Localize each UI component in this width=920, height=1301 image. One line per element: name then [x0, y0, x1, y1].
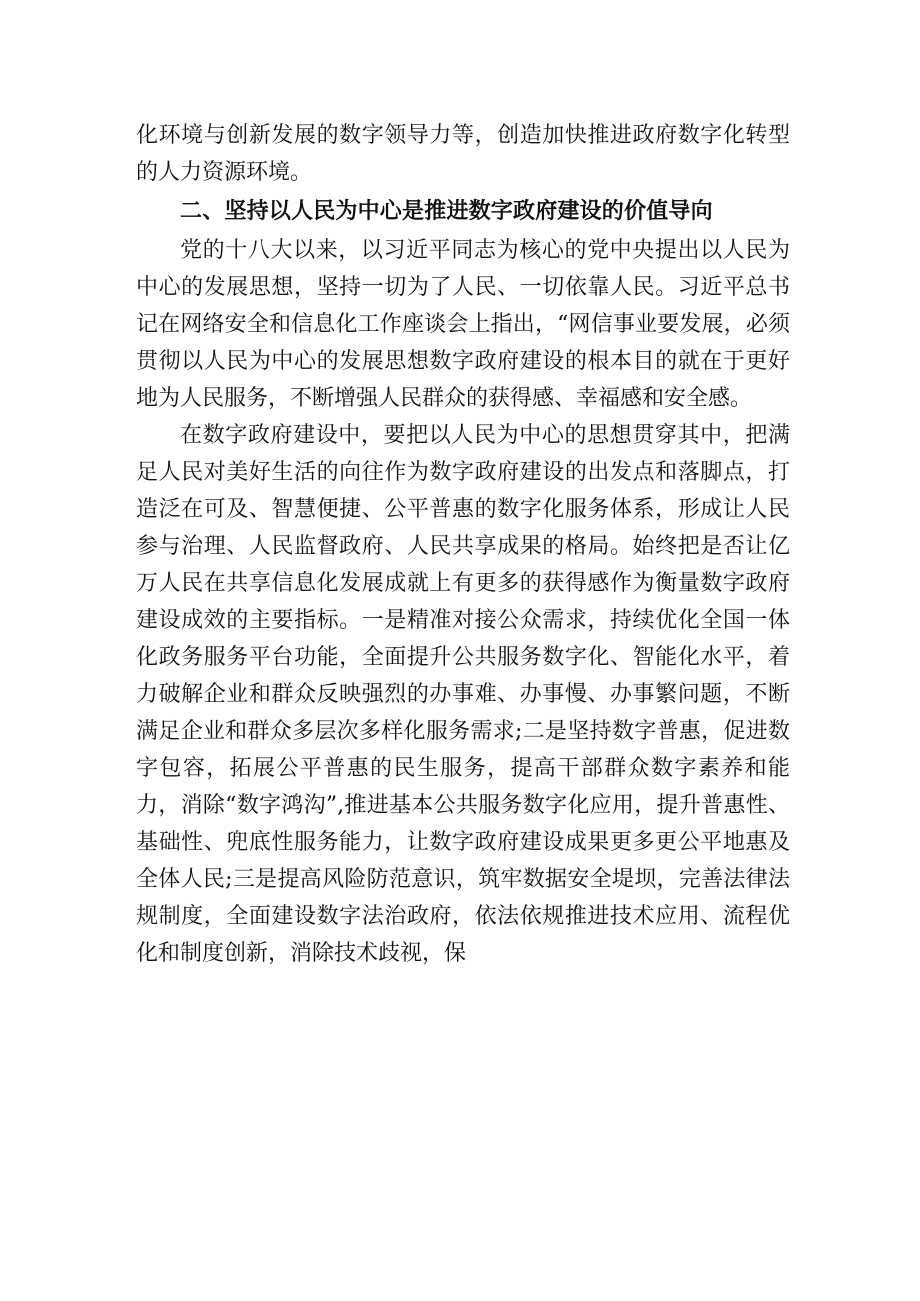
- continuation-paragraph: 化环境与创新发展的数字领导力等，创造加快推进政府数字化转型的人力资源环境。: [136, 123, 790, 185]
- document-body: [136, 117, 790, 972]
- section-heading: 二、坚持以人民为中心是推进数字政府建设的价值导向: [180, 199, 713, 224]
- body-paragraph-2: 在数字政府建设中，要把以人民为中心的思想贯穿其中，把满足人民对美好生活的向往作为数字政府建设的出发点和落脚点，打造泛在可及、智慧便捷、公平普惠的数字化服务体系，形成让人民参与治理、人民监督政府、人民共享成果的格局。始终把是否让亿万人民在共享信息化发展成就上有更多的获得感作为衡量数字政府建设成效的主要指标。一是精准对接公众需求，持续优化全国一体化政务服务平台功能，全面提升公共服务数字化、智能化水平，着力破解企业和群众反映强烈的办事难、办事慢、办事繁问题，不断满足企业和群众多层次多样化服务需求;二是坚持数字普惠，促进数字包容，拓展公平普惠的民生服务，提高干部群众数字素养和能力，消除“数字鸿沟”,推进基本公共服务数字化应用，提升普惠性、基础性、兜底性服务能力，让数字政府建设成果更多更公平地惠及全体人民;三是提高风险防范意识，筑牢数据安全堤坝，完善法律法规制度，全面建设数字法治政府，依法依规推进技术应用、流程优化和制度创新，消除技术歧视，保: [136, 423, 790, 966]
- body-paragraph-1: 党的十八大以来，以习近平同志为核心的党中央提出以人民为中心的发展思想，坚持一切为了人民、一切依靠人民。习近平总书记在网络安全和信息化工作座谈会上指出，“网信事业要发展，必须贯彻以人民为中心的发展思想数字政府建设的根本目的就在于更好地为人民服务，不断增强人民群众的获得感、幸福感和安全感。: [136, 238, 790, 411]
